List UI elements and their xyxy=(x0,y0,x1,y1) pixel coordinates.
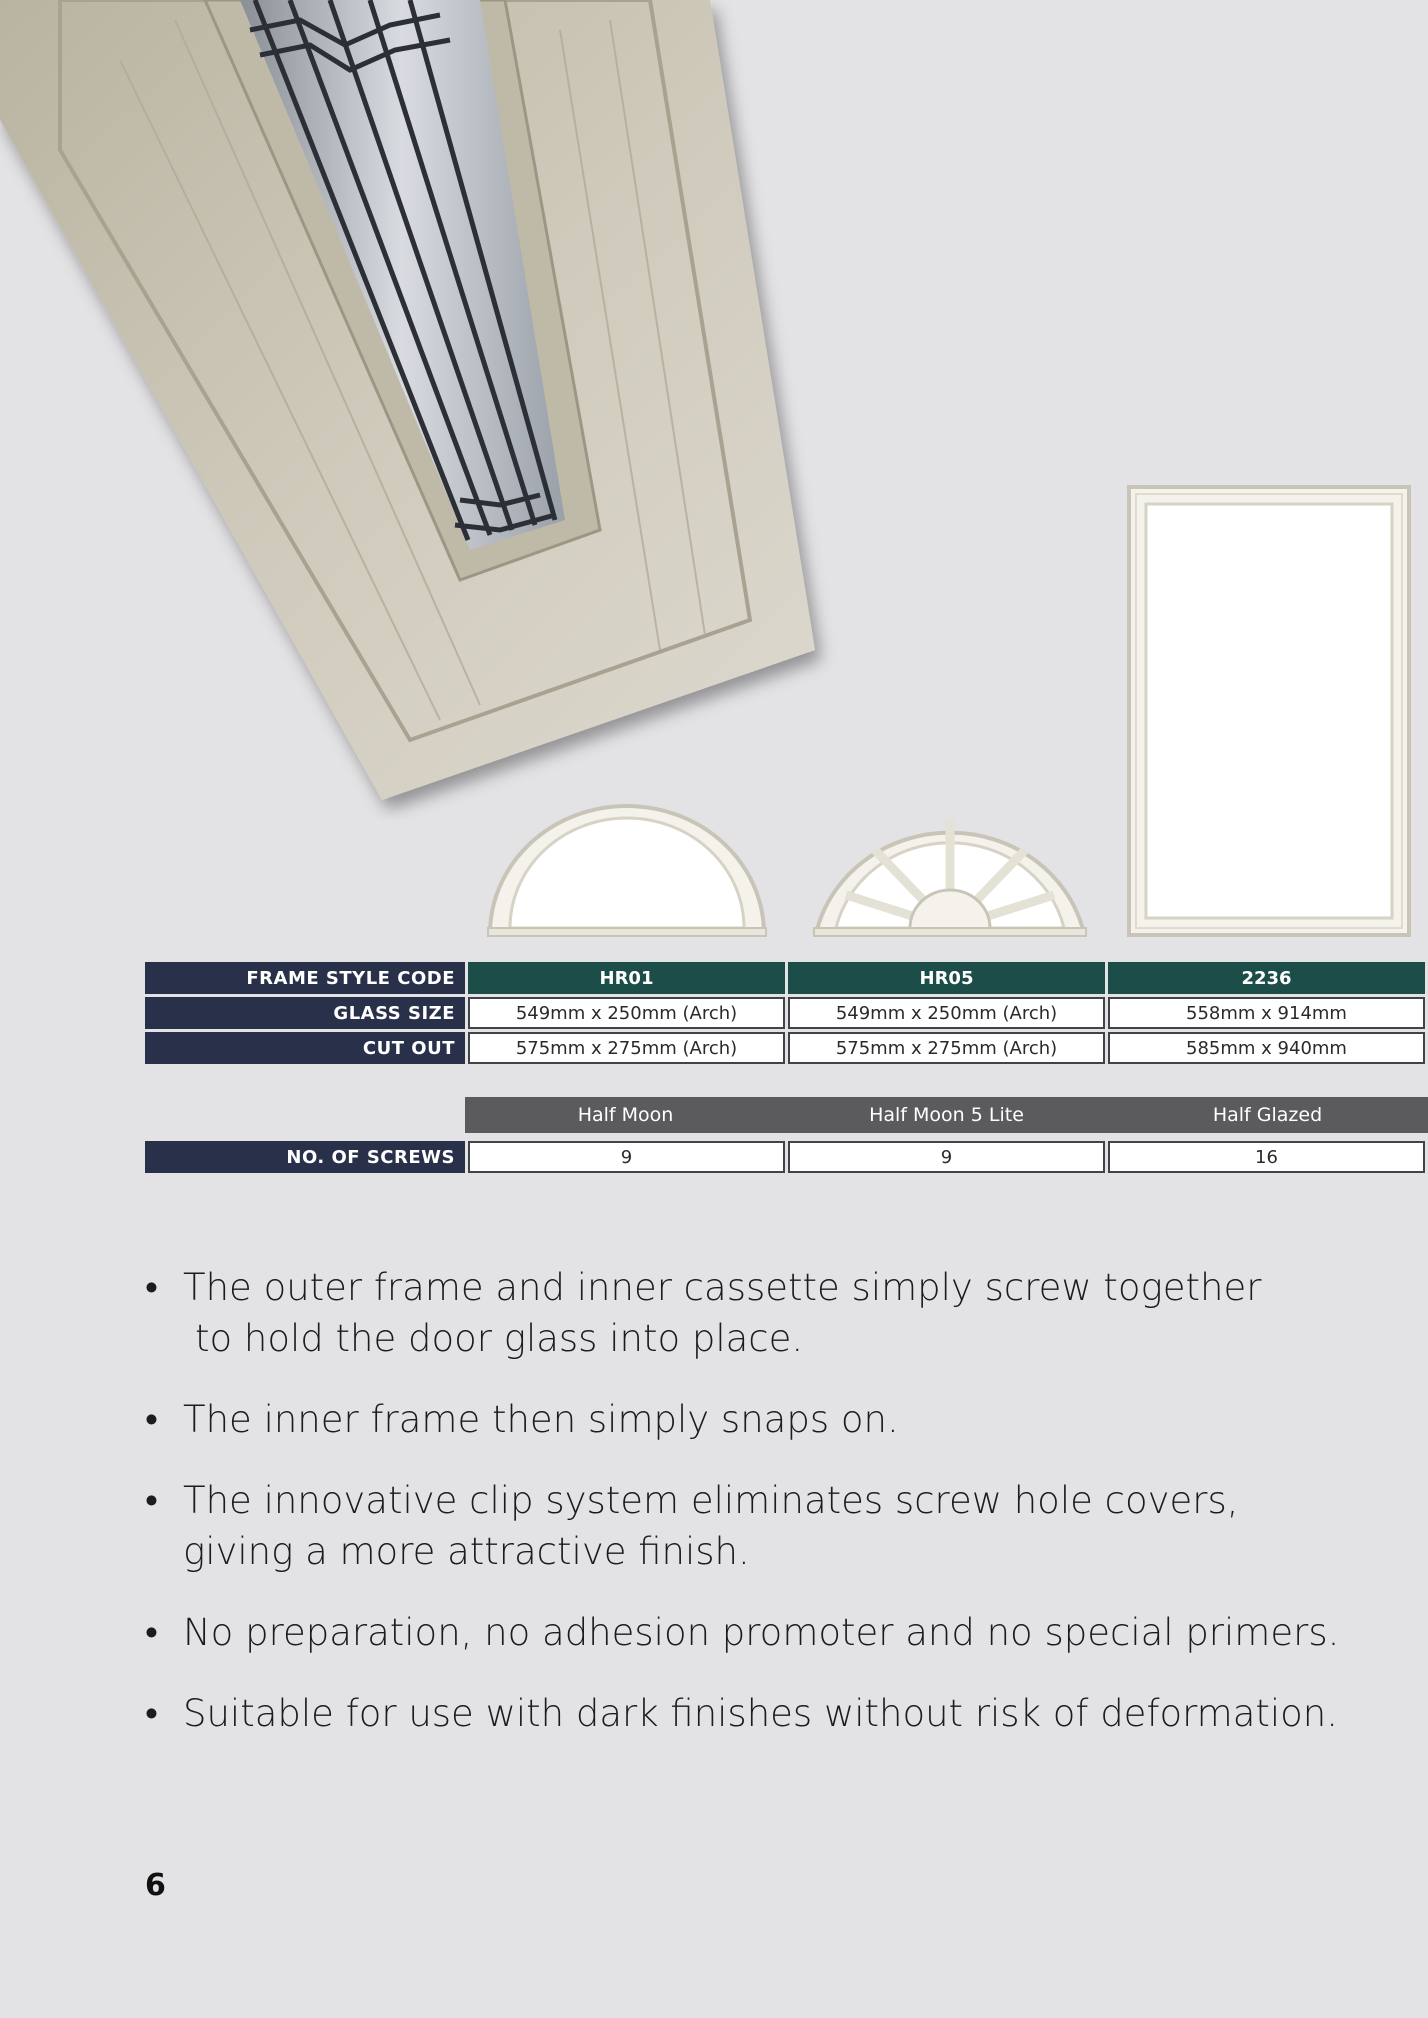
cut-out-2236: 585mm x 940mm xyxy=(1108,1032,1425,1064)
cut-out-hr05: 575mm x 275mm (Arch) xyxy=(788,1032,1105,1064)
half-glazed-frame-image xyxy=(1129,487,1409,935)
list-item xyxy=(145,1475,1375,1577)
glass-size-label: GLASS SIZE xyxy=(145,997,465,1029)
screws-hr05: 9 xyxy=(788,1141,1105,1173)
list-item-text: The innovative clip system eliminates screw hole covers, xyxy=(183,1479,1239,1522)
name-half-glazed: Half Glazed xyxy=(1212,1104,1323,1126)
screws-2236: 16 xyxy=(1108,1141,1425,1173)
screws-label: NO. OF SCREWS xyxy=(145,1141,465,1173)
code-2236: 2236 xyxy=(1108,962,1425,994)
bullet-icon: • xyxy=(145,1692,158,1735)
frame-style-code-label: FRAME STYLE CODE xyxy=(145,962,465,994)
screws-hr01: 9 xyxy=(468,1141,785,1173)
glass-size-hr05: 549mm x 250mm (Arch) xyxy=(788,997,1105,1029)
page-number: 6 xyxy=(145,1868,166,1903)
half-moon-frame-image xyxy=(488,806,766,936)
frame-spec-table xyxy=(142,959,1428,1067)
bullet-icon: • xyxy=(145,1611,158,1654)
list-item xyxy=(145,1607,1375,1658)
name-half-moon: Half Moon xyxy=(577,1104,674,1126)
list-item xyxy=(145,1688,1375,1739)
table-row xyxy=(145,1032,1425,1064)
feature-list xyxy=(145,1262,1375,1769)
bullet-icon: • xyxy=(145,1479,158,1522)
list-item-text: Suitable for use with dark finishes without risk of deformation. xyxy=(183,1692,1339,1735)
code-hr05: HR05 xyxy=(788,962,1105,994)
product-name-bar xyxy=(465,1097,1428,1133)
table-row xyxy=(145,1141,1425,1173)
code-hr01: HR01 xyxy=(468,962,785,994)
list-item-text: The inner frame then simply snaps on. xyxy=(183,1398,899,1441)
cut-out-hr01: 575mm x 275mm (Arch) xyxy=(468,1032,785,1064)
list-item-text: giving a more attractive finish. xyxy=(183,1530,750,1573)
table-row xyxy=(145,962,1425,994)
screws-table xyxy=(142,1138,1428,1176)
table-row xyxy=(145,997,1425,1029)
list-item-text: to hold the door glass into place. xyxy=(195,1317,804,1360)
list-item xyxy=(145,1262,1375,1364)
half-moon-5-lite-frame-image xyxy=(814,820,1086,936)
list-item-text: No preparation, no adhesion promoter and no special primers. xyxy=(183,1611,1340,1654)
bullet-icon: • xyxy=(145,1398,158,1441)
bullet-icon: • xyxy=(145,1266,158,1309)
glass-size-2236: 558mm x 914mm xyxy=(1108,997,1425,1029)
glass-size-hr01: 549mm x 250mm (Arch) xyxy=(468,997,785,1029)
frame-illustrations xyxy=(0,0,1428,950)
list-item-text: The outer frame and inner cassette simply screw together xyxy=(183,1266,1262,1309)
cut-out-label: CUT OUT xyxy=(145,1032,465,1064)
list-item xyxy=(145,1394,1375,1445)
name-half-moon-5-lite: Half Moon 5 Lite xyxy=(869,1104,1024,1126)
